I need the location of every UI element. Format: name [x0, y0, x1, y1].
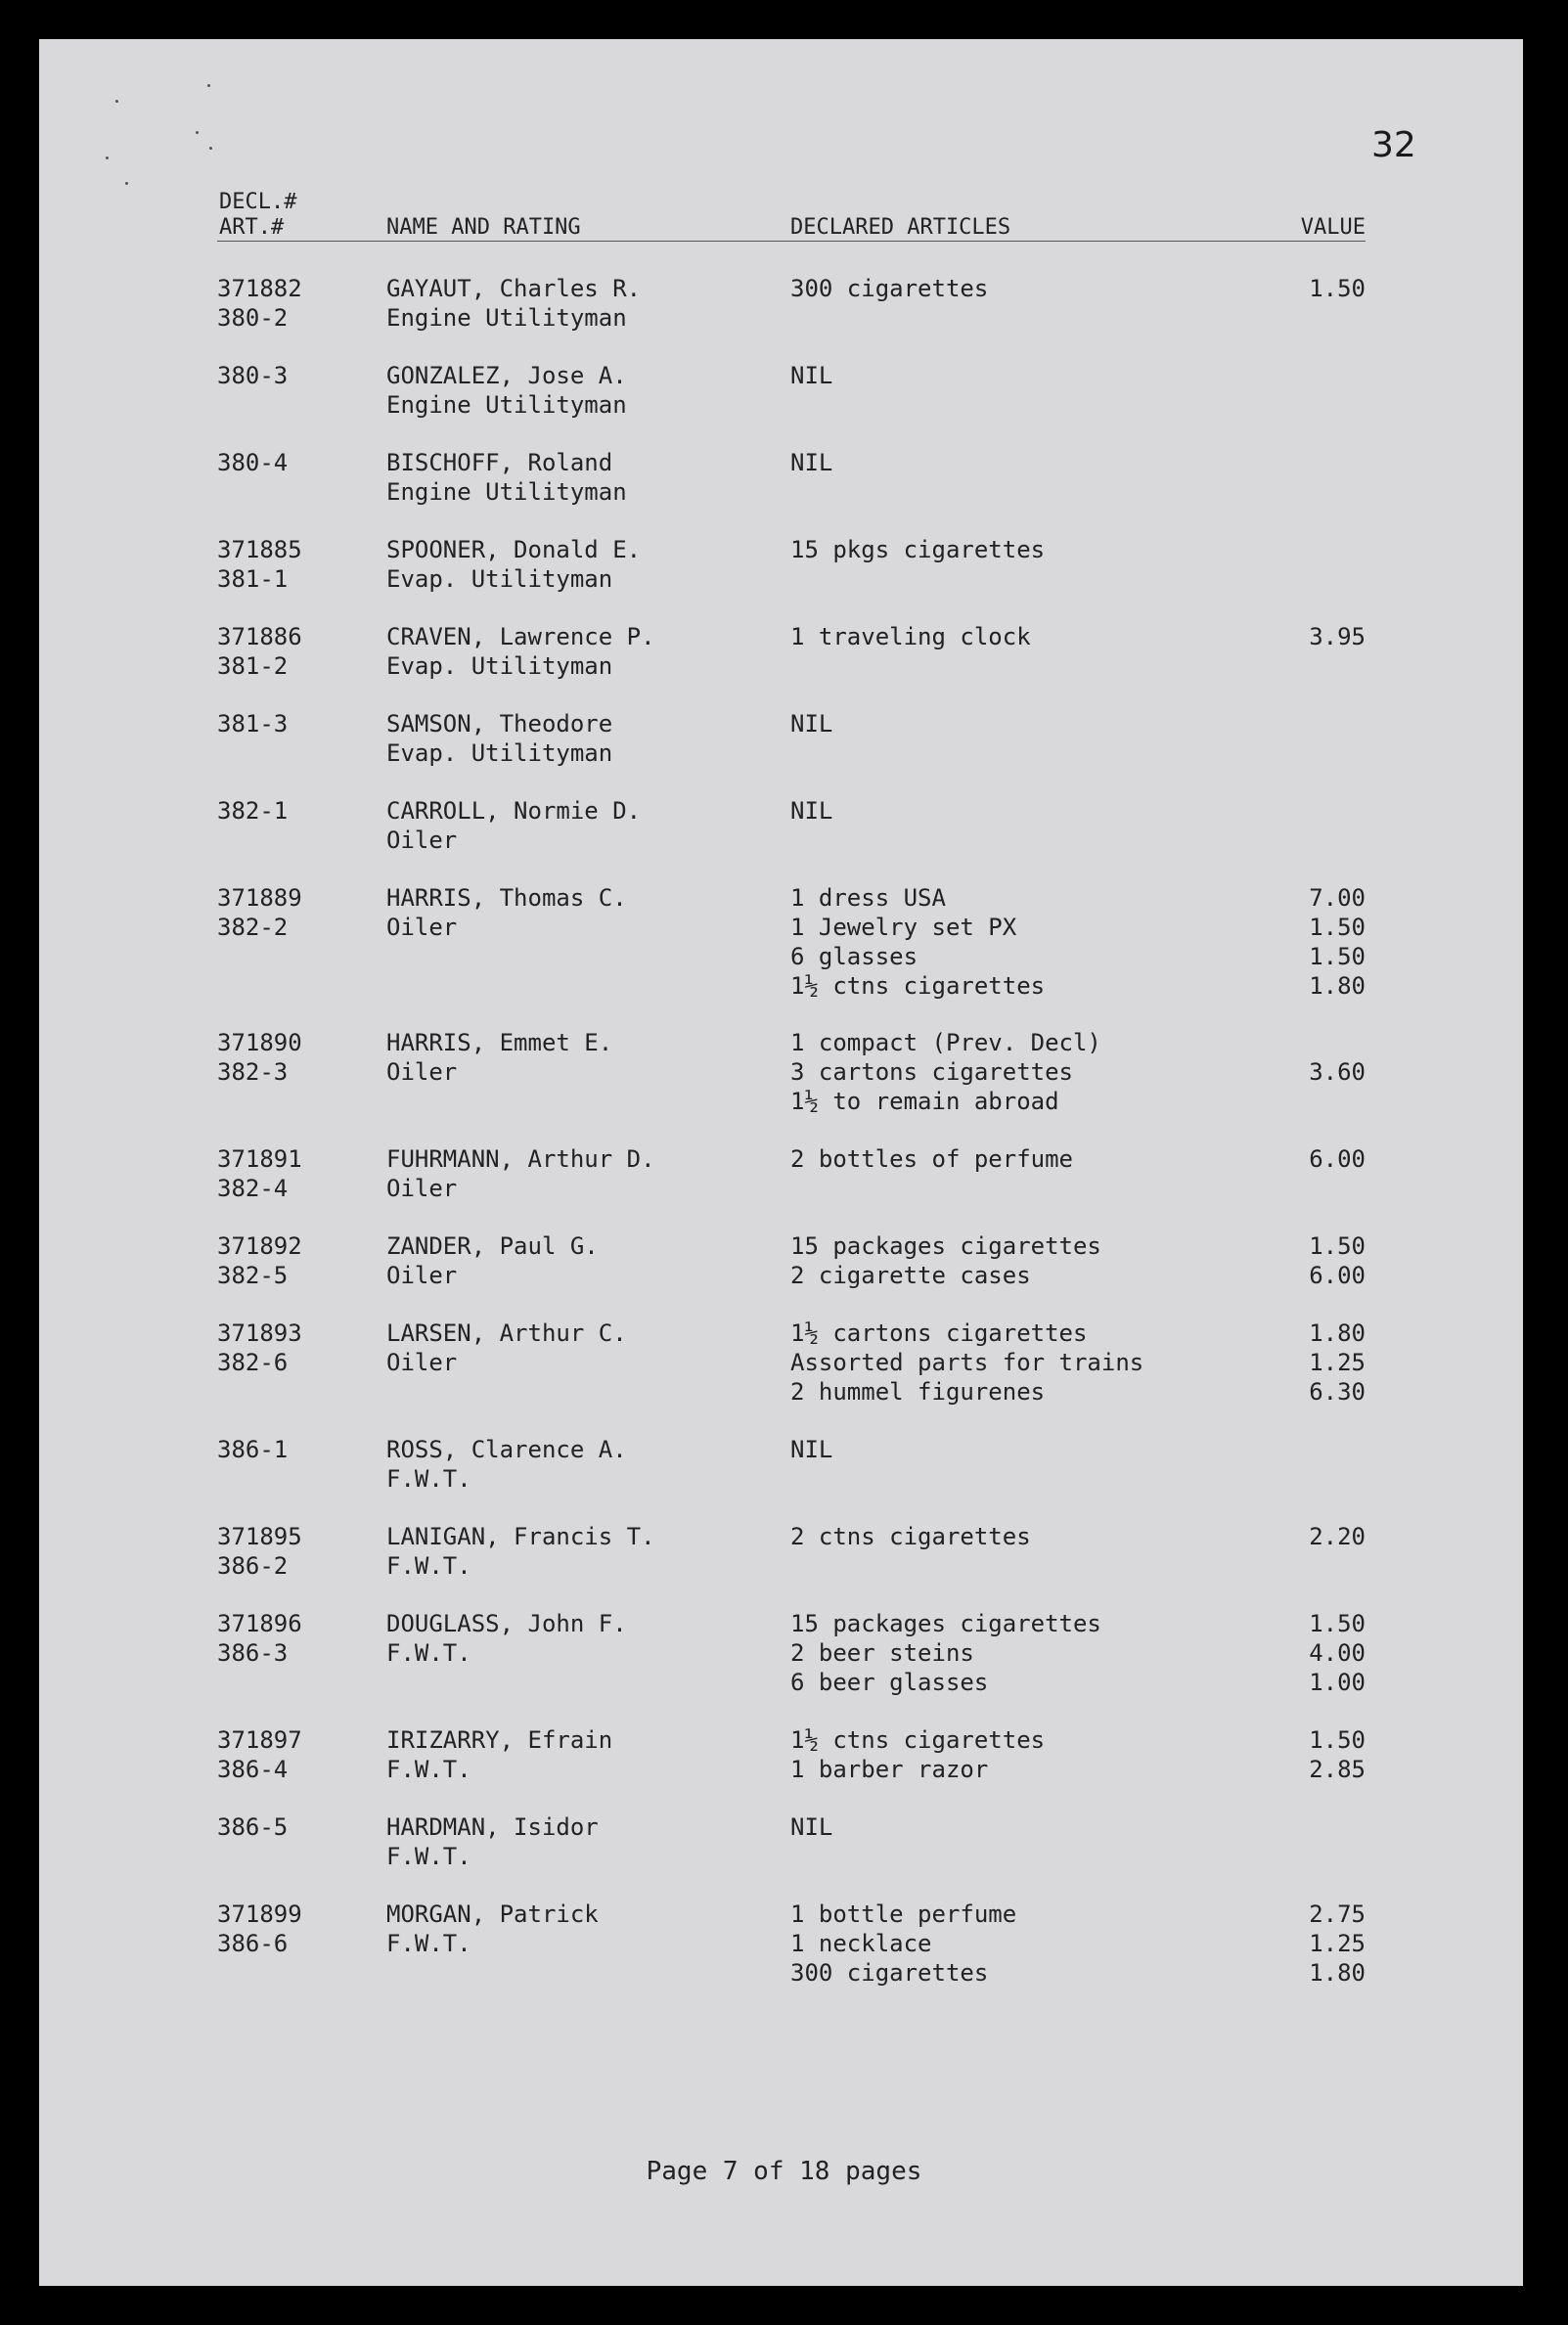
article-value: 1.80 — [1309, 972, 1366, 1000]
article-value: 7.00 — [1309, 884, 1366, 912]
crew-rating: Evap. Utilityman — [386, 652, 613, 680]
declared-article: 1 dress USA — [790, 884, 946, 912]
article-value: 3.60 — [1309, 1058, 1366, 1086]
decl-number: 371897 — [217, 1726, 302, 1754]
declared-article: 3 cartons cigarettes — [790, 1058, 1073, 1086]
art-number: 386-6 — [217, 1930, 289, 1957]
crew-name: HARRIS, Emmet E. — [386, 1029, 613, 1056]
crew-rating: Engine Utilityman — [386, 391, 627, 419]
decl-number: 386-5 — [217, 1813, 289, 1841]
crew-name: DOUGLASS, John F. — [386, 1610, 627, 1637]
header-underline — [217, 241, 1366, 242]
crew-name: BISCHOFF, Roland — [386, 449, 613, 476]
crew-rating: F.W.T. — [386, 1639, 471, 1667]
declared-article: 300 cigarettes — [790, 275, 989, 302]
declared-article: NIL — [790, 362, 833, 389]
article-value: 6.00 — [1309, 1145, 1366, 1173]
declared-article: NIL — [790, 1436, 833, 1463]
declared-article: 1 Jewelry set PX — [790, 914, 1017, 941]
crew-name: SAMSON, Theodore — [386, 710, 613, 738]
decl-number: 371882 — [217, 275, 302, 302]
decl-number: 382-1 — [217, 797, 289, 825]
article-value: 1.25 — [1309, 1349, 1366, 1376]
crew-name: CARROLL, Normie D. — [386, 797, 642, 825]
header-value: VALUE — [1300, 215, 1366, 240]
crew-rating: F.W.T. — [386, 1930, 471, 1957]
speck-mark — [125, 182, 128, 185]
article-value: 6.00 — [1309, 1262, 1366, 1289]
declared-article: NIL — [790, 1813, 833, 1841]
declared-article: 2 hummel figurenes — [790, 1378, 1046, 1406]
article-value: 4.00 — [1309, 1639, 1366, 1667]
declared-article: 1 necklace — [790, 1930, 932, 1957]
crew-rating: Evap. Utilityman — [386, 565, 613, 593]
article-value: 6.30 — [1309, 1378, 1366, 1406]
header-declared-articles: DECLARED ARTICLES — [790, 215, 1011, 240]
declared-article: 1½ ctns cigarettes — [790, 972, 1046, 1000]
decl-number: 371893 — [217, 1319, 302, 1347]
crew-rating: Engine Utilityman — [386, 478, 627, 506]
declared-article: 1 traveling clock — [790, 623, 1031, 650]
crew-name: HARRIS, Thomas C. — [386, 884, 627, 912]
declared-article: 1½ cartons cigarettes — [790, 1319, 1088, 1347]
art-number: 381-1 — [217, 565, 289, 593]
decl-number: 371886 — [217, 623, 302, 650]
article-value: 1.50 — [1309, 1726, 1366, 1754]
crew-rating: F.W.T. — [386, 1552, 471, 1580]
crew-name: HARDMAN, Isidor — [386, 1813, 599, 1841]
article-value: 1.80 — [1309, 1319, 1366, 1347]
declared-article: 1 barber razor — [790, 1756, 989, 1783]
declared-article: 15 pkgs cigarettes — [790, 536, 1046, 563]
declared-article: 2 beer steins — [790, 1639, 974, 1667]
speck-mark — [196, 131, 199, 134]
decl-number: 371891 — [217, 1145, 302, 1173]
crew-name: LANIGAN, Francis T. — [386, 1523, 655, 1550]
article-value: 1.00 — [1309, 1669, 1366, 1696]
speck-mark — [209, 147, 212, 150]
decl-number: 380-3 — [217, 362, 289, 389]
speck-mark — [207, 84, 210, 87]
art-number: 382-6 — [217, 1349, 289, 1376]
declared-article: 1½ to remain abroad — [790, 1088, 1059, 1115]
article-value: 1.50 — [1309, 914, 1366, 941]
decl-number: 371885 — [217, 536, 302, 563]
article-value: 2.75 — [1309, 1900, 1366, 1928]
article-value: 2.20 — [1309, 1523, 1366, 1550]
decl-number: 371899 — [217, 1900, 302, 1928]
declared-article: 2 cigarette cases — [790, 1262, 1031, 1289]
art-number: 382-4 — [217, 1175, 289, 1202]
crew-rating: Evap. Utilityman — [386, 739, 613, 767]
header-decl-line1: DECL.# — [219, 190, 297, 214]
decl-number: 371892 — [217, 1232, 302, 1260]
art-number: 386-4 — [217, 1756, 289, 1783]
crew-name: GAYAUT, Charles R. — [386, 275, 642, 302]
declared-article: 6 beer glasses — [790, 1669, 989, 1696]
header-decl-line2: ART.# — [219, 215, 285, 240]
declared-article: 300 cigarettes — [790, 1959, 989, 1987]
art-number: 381-2 — [217, 652, 289, 680]
art-number: 382-3 — [217, 1058, 289, 1086]
article-value: 1.50 — [1309, 1610, 1366, 1637]
declared-article: NIL — [790, 710, 833, 738]
article-value: 2.85 — [1309, 1756, 1366, 1783]
crew-name: LARSEN, Arthur C. — [386, 1319, 627, 1347]
crew-name: ZANDER, Paul G. — [386, 1232, 599, 1260]
crew-rating: Oiler — [386, 827, 458, 854]
crew-rating: Oiler — [386, 914, 458, 941]
crew-name: MORGAN, Patrick — [386, 1900, 599, 1928]
declared-article: 2 ctns cigarettes — [790, 1523, 1031, 1550]
crew-rating: F.W.T. — [386, 1843, 471, 1870]
crew-rating: F.W.T. — [386, 1465, 471, 1493]
declared-article: 6 glasses — [790, 943, 918, 970]
page-footer: Page 7 of 18 pages — [646, 2157, 922, 2186]
crew-rating: Oiler — [386, 1262, 458, 1289]
crew-name: GONZALEZ, Jose A. — [386, 362, 627, 389]
article-value: 1.50 — [1309, 943, 1366, 970]
decl-number: 386-1 — [217, 1436, 289, 1463]
crew-name: ROSS, Clarence A. — [386, 1436, 627, 1463]
crew-name: FUHRMANN, Arthur D. — [386, 1145, 655, 1173]
article-value: 1.80 — [1309, 1959, 1366, 1987]
article-value: 1.50 — [1309, 1232, 1366, 1260]
speck-mark — [115, 100, 118, 103]
crew-name: CRAVEN, Lawrence P. — [386, 623, 655, 650]
crew-rating: Oiler — [386, 1058, 458, 1086]
article-value: 1.25 — [1309, 1930, 1366, 1957]
art-number: 380-2 — [217, 304, 289, 332]
declared-article: 1½ ctns cigarettes — [790, 1726, 1046, 1754]
article-value: 3.95 — [1309, 623, 1366, 650]
decl-number: 371896 — [217, 1610, 302, 1637]
declared-article: NIL — [790, 449, 833, 476]
declared-article: NIL — [790, 797, 833, 825]
art-number: 382-5 — [217, 1262, 289, 1289]
declared-article: 2 bottles of perfume — [790, 1145, 1073, 1173]
art-number: 386-3 — [217, 1639, 289, 1667]
crew-rating: Engine Utilityman — [386, 304, 627, 332]
decl-number: 381-3 — [217, 710, 289, 738]
speck-mark — [106, 156, 109, 159]
page-number: 32 — [1371, 125, 1416, 165]
header-name-rating: NAME AND RATING — [386, 215, 581, 240]
declared-article: 15 packages cigarettes — [790, 1232, 1101, 1260]
art-number: 382-2 — [217, 914, 289, 941]
declared-article: 1 compact (Prev. Decl) — [790, 1029, 1101, 1056]
crew-rating: Oiler — [386, 1175, 458, 1202]
art-number: 386-2 — [217, 1552, 289, 1580]
decl-number: 380-4 — [217, 449, 289, 476]
declared-article: Assorted parts for trains — [790, 1349, 1144, 1376]
crew-rating: Oiler — [386, 1349, 458, 1376]
crew-name: SPOONER, Donald E. — [386, 536, 642, 563]
decl-number: 371895 — [217, 1523, 302, 1550]
declared-article: 15 packages cigarettes — [790, 1610, 1101, 1637]
declared-article: 1 bottle perfume — [790, 1900, 1017, 1928]
decl-number: 371890 — [217, 1029, 302, 1056]
article-value: 1.50 — [1309, 275, 1366, 302]
crew-name: IRIZARRY, Efrain — [386, 1726, 613, 1754]
crew-rating: F.W.T. — [386, 1756, 471, 1783]
decl-number: 371889 — [217, 884, 302, 912]
